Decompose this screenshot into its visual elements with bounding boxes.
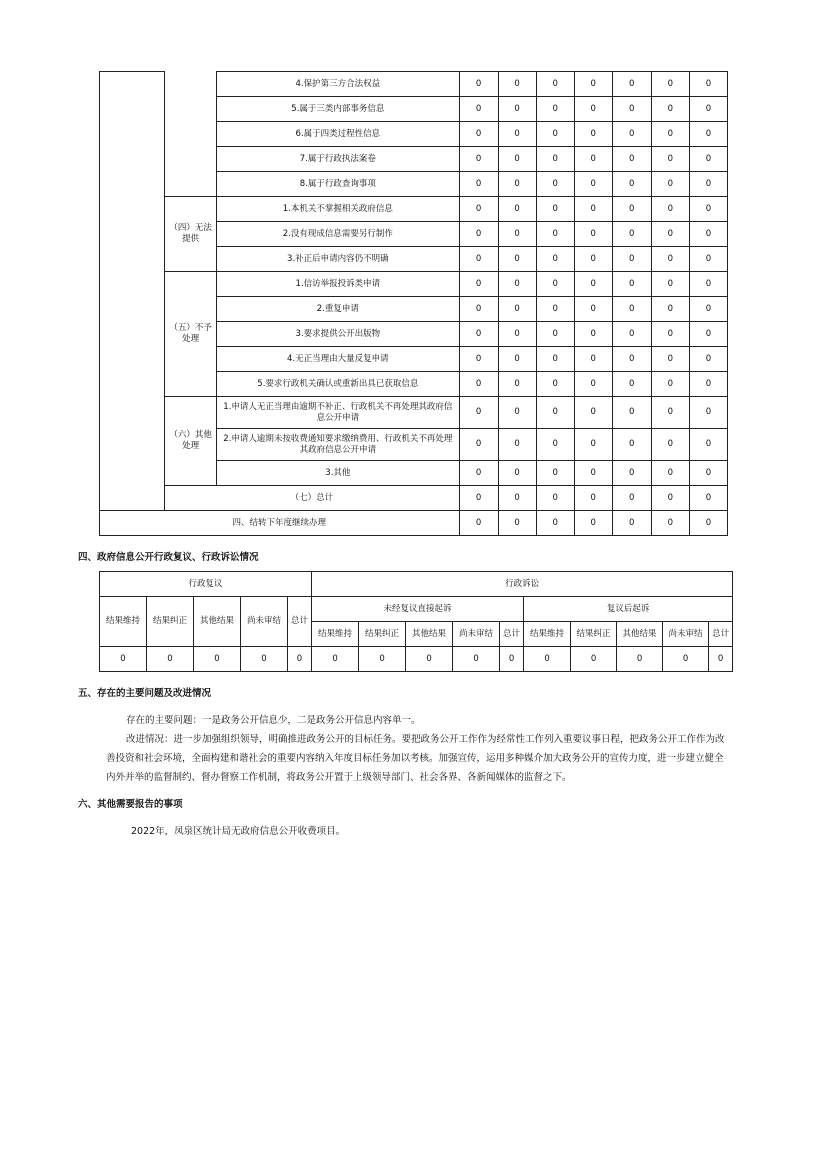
value-cell: 0 <box>574 97 612 122</box>
after-value-4: 0 <box>709 647 733 672</box>
value-cell: 0 <box>536 372 574 397</box>
value-cell: 0 <box>612 222 651 247</box>
value-cell: 0 <box>498 486 536 511</box>
value-cell: 0 <box>651 172 689 197</box>
value-cell: 0 <box>536 322 574 347</box>
value-cell: 0 <box>459 511 498 536</box>
direct-col-2: 其他结果 <box>406 622 453 647</box>
value-cell: 0 <box>689 97 727 122</box>
value-cell: 0 <box>536 397 574 429</box>
direct-value-3: 0 <box>453 647 500 672</box>
value-cell: 0 <box>459 372 498 397</box>
value-cell: 0 <box>498 347 536 372</box>
value-cell: 0 <box>574 347 612 372</box>
value-cell: 0 <box>574 372 612 397</box>
value-cell: 0 <box>612 97 651 122</box>
value-cell: 0 <box>536 486 574 511</box>
value-cell: 0 <box>536 429 574 461</box>
value-cell: 0 <box>459 461 498 486</box>
value-cell: 0 <box>651 347 689 372</box>
row-label: 1.本机关不掌握相关政府信息 <box>217 197 459 222</box>
value-cell: 0 <box>651 461 689 486</box>
litigation-header: 行政诉讼 <box>312 572 733 597</box>
review-litigation-table <box>99 571 733 672</box>
value-cell: 0 <box>536 147 574 172</box>
value-cell: 0 <box>574 461 612 486</box>
value-cell: 0 <box>459 222 498 247</box>
review-header: 行政复议 <box>100 572 312 597</box>
value-cell: 0 <box>536 297 574 322</box>
value-cell: 0 <box>459 486 498 511</box>
direct-value-0: 0 <box>312 647 359 672</box>
row-label: 3.补正后申请内容仍不明确 <box>217 247 459 272</box>
value-cell: 0 <box>689 197 727 222</box>
value-cell: 0 <box>612 461 651 486</box>
review-col-1: 结果纠正 <box>147 597 194 647</box>
value-cell: 0 <box>612 322 651 347</box>
after-col-4: 总计 <box>709 622 733 647</box>
review-value-1: 0 <box>147 647 194 672</box>
value-cell: 0 <box>459 197 498 222</box>
value-cell: 0 <box>651 372 689 397</box>
row-label: 5.要求行政机关确认或重新出具已获取信息 <box>217 372 459 397</box>
review-col-0: 结果维持 <box>100 597 147 647</box>
value-cell: 0 <box>651 147 689 172</box>
value-cell: 0 <box>459 397 498 429</box>
value-cell: 0 <box>651 486 689 511</box>
review-value-4: 0 <box>288 647 312 672</box>
value-cell: 0 <box>574 247 612 272</box>
value-cell: 0 <box>574 511 612 536</box>
review-value-3: 0 <box>241 647 288 672</box>
value-cell: 0 <box>459 247 498 272</box>
value-cell: 0 <box>612 297 651 322</box>
value-cell: 0 <box>459 122 498 147</box>
row-label: 8.属于行政查询事项 <box>217 172 459 197</box>
direct-col-4: 总计 <box>500 622 524 647</box>
after-col-1: 结果纠正 <box>571 622 617 647</box>
group-three-blank-cell <box>165 72 217 197</box>
total-label: （七）总计 <box>165 486 459 511</box>
value-cell: 0 <box>498 97 536 122</box>
value-cell: 0 <box>651 297 689 322</box>
row-label: 4.保护第三方合法权益 <box>217 72 459 97</box>
value-cell: 0 <box>689 511 727 536</box>
value-cell: 0 <box>459 147 498 172</box>
value-cell: 0 <box>689 486 727 511</box>
improvement-paragraph: 改进情况：进一步加强组织领导，明确推进政务公开的目标任务。要把政务公开工作作为经常性工作列入重要议事日程，把政务公开工作作为改善投资和社会环境，全面构建和谐社会的重要内容纳入年度目标任务加以考核。加强宣传，运用多种媒介加大政务公开的宣传力度，进一步建立健全内外并举的监督制约、督办督察工作机制，将政务公开置于上级领导部门、社会各界、各新闻媒体的监督之下。 <box>106 734 725 783</box>
table1-body <box>100 72 728 536</box>
application-handling-table <box>99 71 728 536</box>
value-cell: 0 <box>536 511 574 536</box>
row-label: 3.其他 <box>217 461 459 486</box>
value-cell: 0 <box>651 397 689 429</box>
value-cell: 0 <box>498 222 536 247</box>
value-cell: 0 <box>574 122 612 147</box>
value-cell: 0 <box>689 172 727 197</box>
table-row <box>100 272 728 297</box>
value-cell: 0 <box>651 122 689 147</box>
value-cell: 0 <box>459 297 498 322</box>
value-cell: 0 <box>574 197 612 222</box>
row-label: 1.信访举报投诉类申请 <box>217 272 459 297</box>
after-col-2: 其他结果 <box>617 622 663 647</box>
value-cell: 0 <box>689 297 727 322</box>
row-label: 5.属于三类内部事务信息 <box>217 97 459 122</box>
value-cell: 0 <box>612 247 651 272</box>
value-cell: 0 <box>459 322 498 347</box>
value-cell: 0 <box>459 272 498 297</box>
value-cell: 0 <box>574 172 612 197</box>
row-label: 2.重复申请 <box>217 297 459 322</box>
value-cell: 0 <box>498 297 536 322</box>
value-cell: 0 <box>612 122 651 147</box>
after-value-3: 0 <box>663 647 709 672</box>
value-cell: 0 <box>574 147 612 172</box>
table-row <box>100 397 728 429</box>
review-col-2: 其他结果 <box>194 597 241 647</box>
value-cell: 0 <box>536 122 574 147</box>
value-cell: 0 <box>651 511 689 536</box>
carryover-row <box>100 511 728 536</box>
problem-paragraph: 存在的主要问题：一是政务公开信息少，二是政务公开信息内容单一。 <box>126 715 421 726</box>
value-cell: 0 <box>574 322 612 347</box>
value-cell: 0 <box>498 172 536 197</box>
section4-title: 四、政府信息公开行政复议、行政诉讼情况 <box>78 552 259 563</box>
value-cell: 0 <box>459 172 498 197</box>
value-cell: 0 <box>574 272 612 297</box>
fee-paragraph: 2022年，凤泉区统计局无政府信息公开收费项目。 <box>131 826 346 837</box>
review-value-2: 0 <box>194 647 241 672</box>
value-cell: 0 <box>689 122 727 147</box>
value-cell: 0 <box>689 397 727 429</box>
row-label: 6.属于四类过程性信息 <box>217 122 459 147</box>
after-col-0: 结果维持 <box>524 622 571 647</box>
value-cell: 0 <box>536 272 574 297</box>
value-cell: 0 <box>689 429 727 461</box>
value-cell: 0 <box>459 429 498 461</box>
value-cell: 0 <box>536 97 574 122</box>
value-cell: 0 <box>612 147 651 172</box>
row-label: 1.申请人无正当理由逾期不补正、行政机关不再处理其政府信息公开申请 <box>217 397 459 429</box>
after-review-header: 复议后起诉 <box>524 597 733 622</box>
value-cell: 0 <box>536 247 574 272</box>
value-cell: 0 <box>498 122 536 147</box>
total-row <box>100 486 728 511</box>
value-cell: 0 <box>536 347 574 372</box>
value-cell: 0 <box>689 272 727 297</box>
value-cell: 0 <box>536 461 574 486</box>
value-cell: 0 <box>651 272 689 297</box>
group-five-title: （五）不予处理 <box>165 272 217 397</box>
value-cell: 0 <box>459 97 498 122</box>
value-cell: 0 <box>498 197 536 222</box>
value-cell: 0 <box>498 429 536 461</box>
value-cell: 0 <box>459 347 498 372</box>
value-cell: 0 <box>651 247 689 272</box>
value-cell: 0 <box>689 372 727 397</box>
value-cell: 0 <box>612 397 651 429</box>
value-cell: 0 <box>612 372 651 397</box>
value-cell: 0 <box>574 297 612 322</box>
value-cell: 0 <box>689 147 727 172</box>
value-cell: 0 <box>536 197 574 222</box>
row-label: 3.要求提供公开出版物 <box>217 322 459 347</box>
value-cell: 0 <box>498 72 536 97</box>
value-cell: 0 <box>612 486 651 511</box>
value-cell: 0 <box>612 172 651 197</box>
section5-title: 五、存在的主要问题及改进情况 <box>78 688 212 699</box>
row-label: 7.属于行政执法案卷 <box>217 147 459 172</box>
value-cell: 0 <box>498 147 536 172</box>
value-cell: 0 <box>574 486 612 511</box>
review-col-3: 尚未审结 <box>241 597 288 647</box>
value-cell: 0 <box>498 272 536 297</box>
value-cell: 0 <box>498 461 536 486</box>
value-cell: 0 <box>536 72 574 97</box>
value-cell: 0 <box>498 511 536 536</box>
value-cell: 0 <box>498 397 536 429</box>
review-col-4: 总计 <box>288 597 312 647</box>
value-cell: 0 <box>689 322 727 347</box>
value-cell: 0 <box>536 222 574 247</box>
outer-blank-cell <box>100 72 165 511</box>
row-label: 2.申请人逾期未按收费通知要求缴纳费用、行政机关不再处理其政府信息公开申请 <box>217 429 459 461</box>
table-row <box>100 197 728 222</box>
direct-col-0: 结果维持 <box>312 622 359 647</box>
value-cell: 0 <box>498 247 536 272</box>
direct-header: 未经复议直接起诉 <box>312 597 524 622</box>
group-six-title: （六）其他处理 <box>165 397 217 486</box>
value-cell: 0 <box>689 72 727 97</box>
after-value-1: 0 <box>571 647 617 672</box>
value-cell: 0 <box>459 72 498 97</box>
value-cell: 0 <box>651 197 689 222</box>
value-cell: 0 <box>498 322 536 347</box>
value-cell: 0 <box>612 511 651 536</box>
direct-value-2: 0 <box>406 647 453 672</box>
after-value-0: 0 <box>524 647 571 672</box>
value-cell: 0 <box>612 197 651 222</box>
value-cell: 0 <box>574 72 612 97</box>
section6-title: 六、其他需要报告的事项 <box>78 799 183 810</box>
value-cell: 0 <box>689 461 727 486</box>
review-value-0: 0 <box>100 647 147 672</box>
group-four-title: （四）无法提供 <box>165 197 217 272</box>
value-cell: 0 <box>689 247 727 272</box>
value-cell: 0 <box>651 322 689 347</box>
carryover-label: 四、结转下年度继续办理 <box>100 511 460 536</box>
value-cell: 0 <box>612 272 651 297</box>
value-cell: 0 <box>651 222 689 247</box>
value-cell: 0 <box>536 172 574 197</box>
value-cell: 0 <box>689 222 727 247</box>
after-col-3: 尚未审结 <box>663 622 709 647</box>
value-cell: 0 <box>574 397 612 429</box>
direct-value-1: 0 <box>359 647 406 672</box>
value-cell: 0 <box>574 222 612 247</box>
direct-col-1: 结果纠正 <box>359 622 406 647</box>
value-cell: 0 <box>651 97 689 122</box>
value-cell: 0 <box>651 72 689 97</box>
direct-col-3: 尚未审结 <box>453 622 500 647</box>
row-label: 4.无正当理由大量反复申请 <box>217 347 459 372</box>
value-cell: 0 <box>498 372 536 397</box>
row-label: 2.没有现成信息需要另行制作 <box>217 222 459 247</box>
value-cell: 0 <box>612 429 651 461</box>
value-cell: 0 <box>612 347 651 372</box>
after-value-2: 0 <box>617 647 663 672</box>
direct-value-4: 0 <box>500 647 524 672</box>
value-cell: 0 <box>612 72 651 97</box>
value-cell: 0 <box>574 429 612 461</box>
value-cell: 0 <box>651 429 689 461</box>
value-cell: 0 <box>689 347 727 372</box>
table-row <box>100 72 728 97</box>
